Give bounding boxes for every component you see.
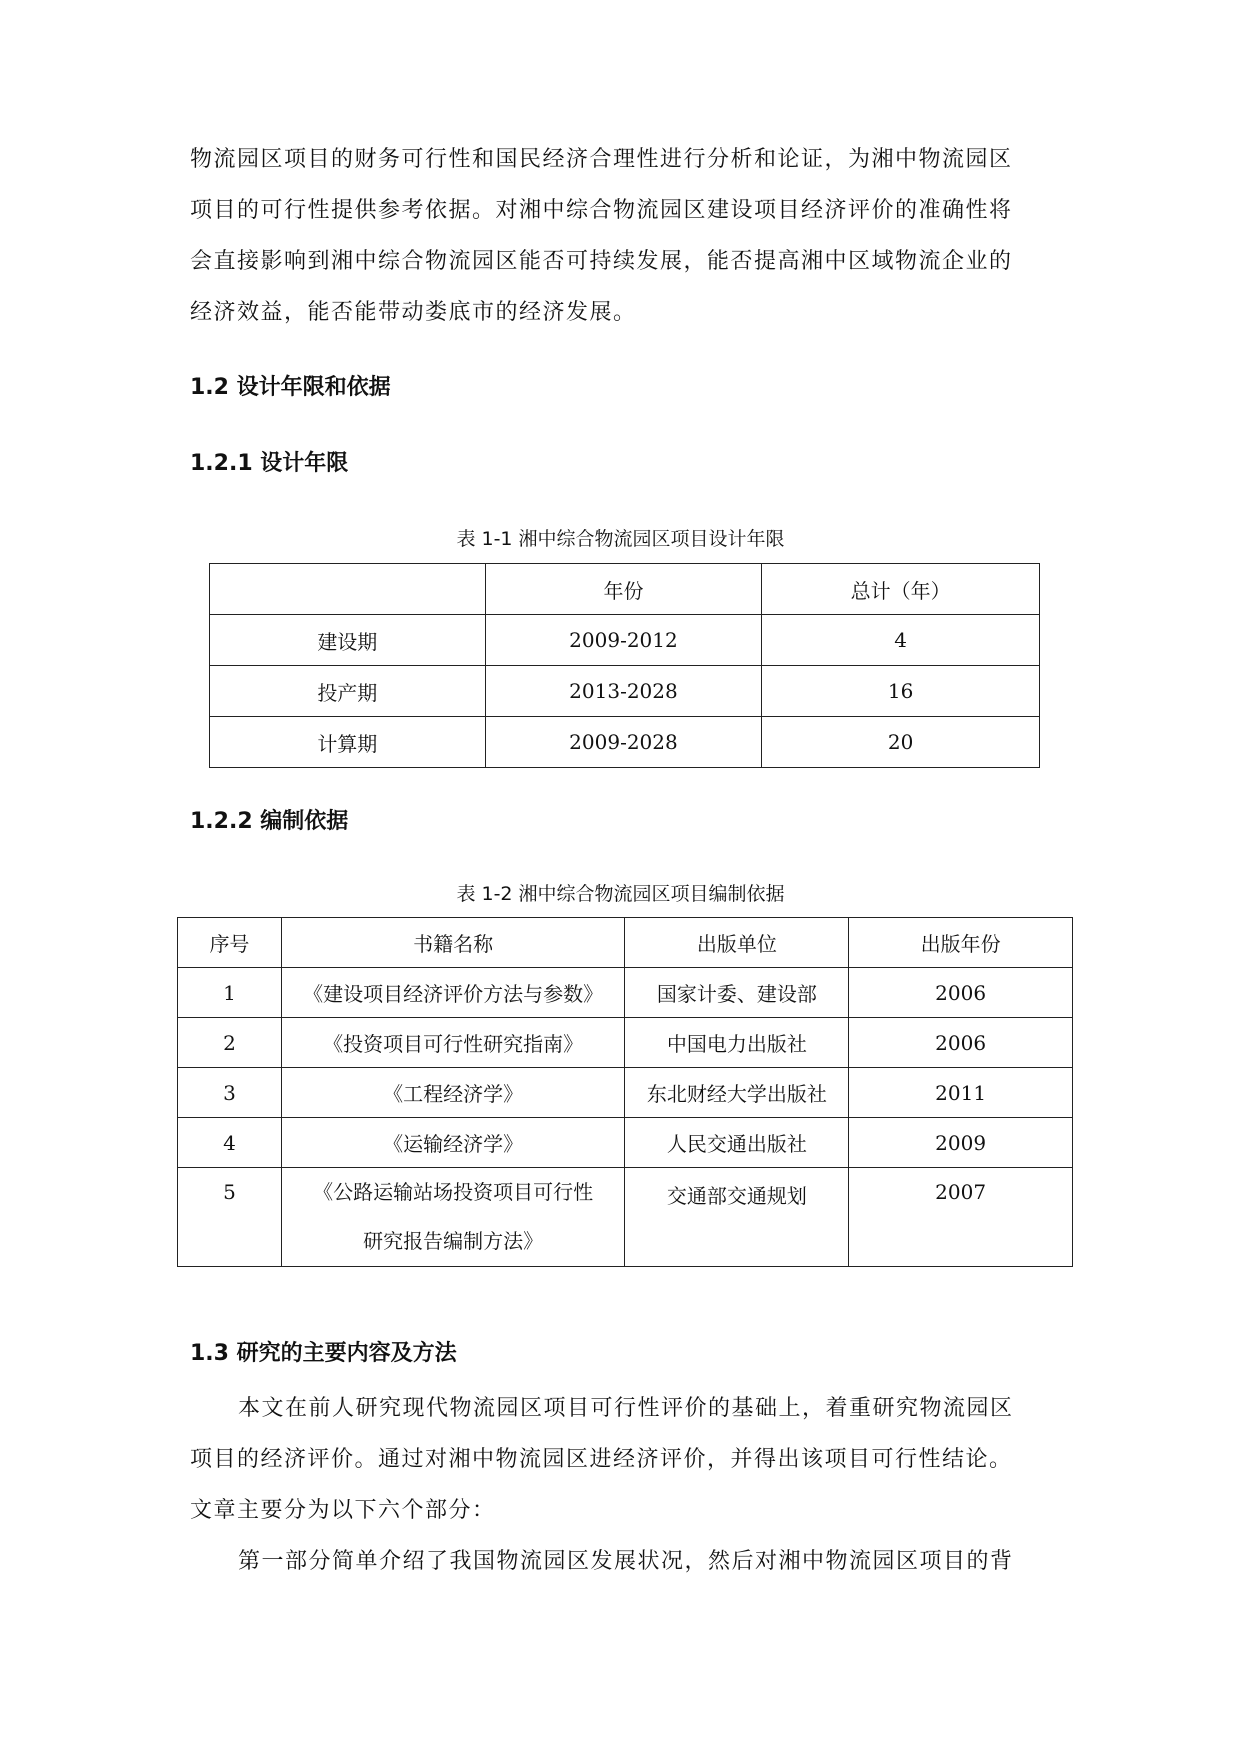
row-number: 2 xyxy=(178,1018,282,1068)
book-title xyxy=(281,1168,625,1267)
heading-1-2: 1.2 设计年限和依据 xyxy=(190,375,391,400)
years-cell: 2009-2028 xyxy=(485,717,762,768)
heading-1-2-2: 1.2.2 编制依据 xyxy=(190,809,349,834)
intro-line: 项目的可行性提供参考依据。对湘中综合物流园区建设项目经济评价的准确性将 xyxy=(190,198,1013,223)
publisher: 交通部交通规划 xyxy=(625,1168,849,1267)
intro-paragraph xyxy=(190,134,1060,338)
header-cell: 总计（年） xyxy=(762,564,1040,615)
table-row xyxy=(178,968,1073,1018)
table-row xyxy=(178,1168,1073,1267)
publish-year: 2007 xyxy=(849,1168,1073,1267)
period-cell: 投产期 xyxy=(210,666,486,717)
table-header-row xyxy=(178,918,1073,968)
heading-1-2-1: 1.2.1 设计年限 xyxy=(190,451,349,476)
table-row xyxy=(210,615,1040,666)
table-row xyxy=(178,1118,1073,1168)
table-row xyxy=(210,717,1040,768)
intro-line: 会直接影响到湘中综合物流园区能否可持续发展，能否提高湘中区域物流企业的 xyxy=(190,249,1013,274)
publisher: 人民交通出版社 xyxy=(625,1118,849,1168)
publisher: 国家计委、建设部 xyxy=(625,968,849,1018)
header-cell: 序号 xyxy=(178,918,282,968)
period-cell: 计算期 xyxy=(210,717,486,768)
header-cell: 书籍名称 xyxy=(281,918,625,968)
references-table xyxy=(177,917,1073,1267)
intro-line: 经济效益，能否能带动娄底市的经济发展。 xyxy=(190,300,637,325)
table-row xyxy=(178,1018,1073,1068)
book-title: 《运输经济学》 xyxy=(281,1118,625,1168)
publish-year: 2006 xyxy=(849,968,1073,1018)
table-row xyxy=(210,666,1040,717)
publish-year: 2009 xyxy=(849,1118,1073,1168)
body-paragraph xyxy=(190,1383,1060,1587)
total-cell: 4 xyxy=(762,615,1040,666)
years-cell: 2009-2012 xyxy=(485,615,762,666)
body-line: 文章主要分为以下六个部分： xyxy=(190,1498,496,1523)
heading-1-3: 1.3 研究的主要内容及方法 xyxy=(190,1341,457,1366)
publisher: 中国电力出版社 xyxy=(625,1018,849,1068)
table1-caption: 表 1-1 湘中综合物流园区项目设计年限 xyxy=(456,528,785,550)
total-cell: 16 xyxy=(762,666,1040,717)
book-title: 《投资项目可行性研究指南》 xyxy=(281,1018,625,1068)
total-cell: 20 xyxy=(762,717,1040,768)
header-cell xyxy=(210,564,486,615)
header-cell: 年份 xyxy=(485,564,762,615)
row-number: 1 xyxy=(178,968,282,1018)
header-cell: 出版单位 xyxy=(625,918,849,968)
header-cell: 出版年份 xyxy=(849,918,1073,968)
row-number: 3 xyxy=(178,1068,282,1118)
table-row xyxy=(178,1068,1073,1118)
table-header-row xyxy=(210,564,1040,615)
publish-year: 2011 xyxy=(849,1068,1073,1118)
publish-year: 2006 xyxy=(849,1018,1073,1068)
intro-line: 物流园区项目的财务可行性和国民经济合理性进行分析和论证，为湘中物流园区 xyxy=(190,147,1013,172)
book-title: 《工程经济学》 xyxy=(281,1068,625,1118)
years-cell: 2013-2028 xyxy=(485,666,762,717)
publisher: 东北财经大学出版社 xyxy=(625,1068,849,1118)
period-cell: 建设期 xyxy=(210,615,486,666)
book-title-line: 研究报告编制方法》 xyxy=(363,1229,544,1253)
row-number: 5 xyxy=(178,1168,282,1267)
body-line: 本文在前人研究现代物流园区项目可行性评价的基础上，着重研究物流园区 xyxy=(238,1396,1014,1421)
book-title: 《建设项目经济评价方法与参数》 xyxy=(281,968,625,1018)
row-number: 4 xyxy=(178,1118,282,1168)
body-line: 第一部分简单介绍了我国物流园区发展状况，然后对湘中物流园区项目的背 xyxy=(238,1549,1014,1574)
body-line: 项目的经济评价。通过对湘中物流园区进经济评价，并得出该项目可行性结论。 xyxy=(190,1447,1013,1472)
design-years-table xyxy=(209,563,1040,768)
book-title-line: 《公路运输站场投资项目可行性 xyxy=(313,1180,594,1204)
table2-caption: 表 1-2 湘中综合物流园区项目编制依据 xyxy=(456,883,785,905)
